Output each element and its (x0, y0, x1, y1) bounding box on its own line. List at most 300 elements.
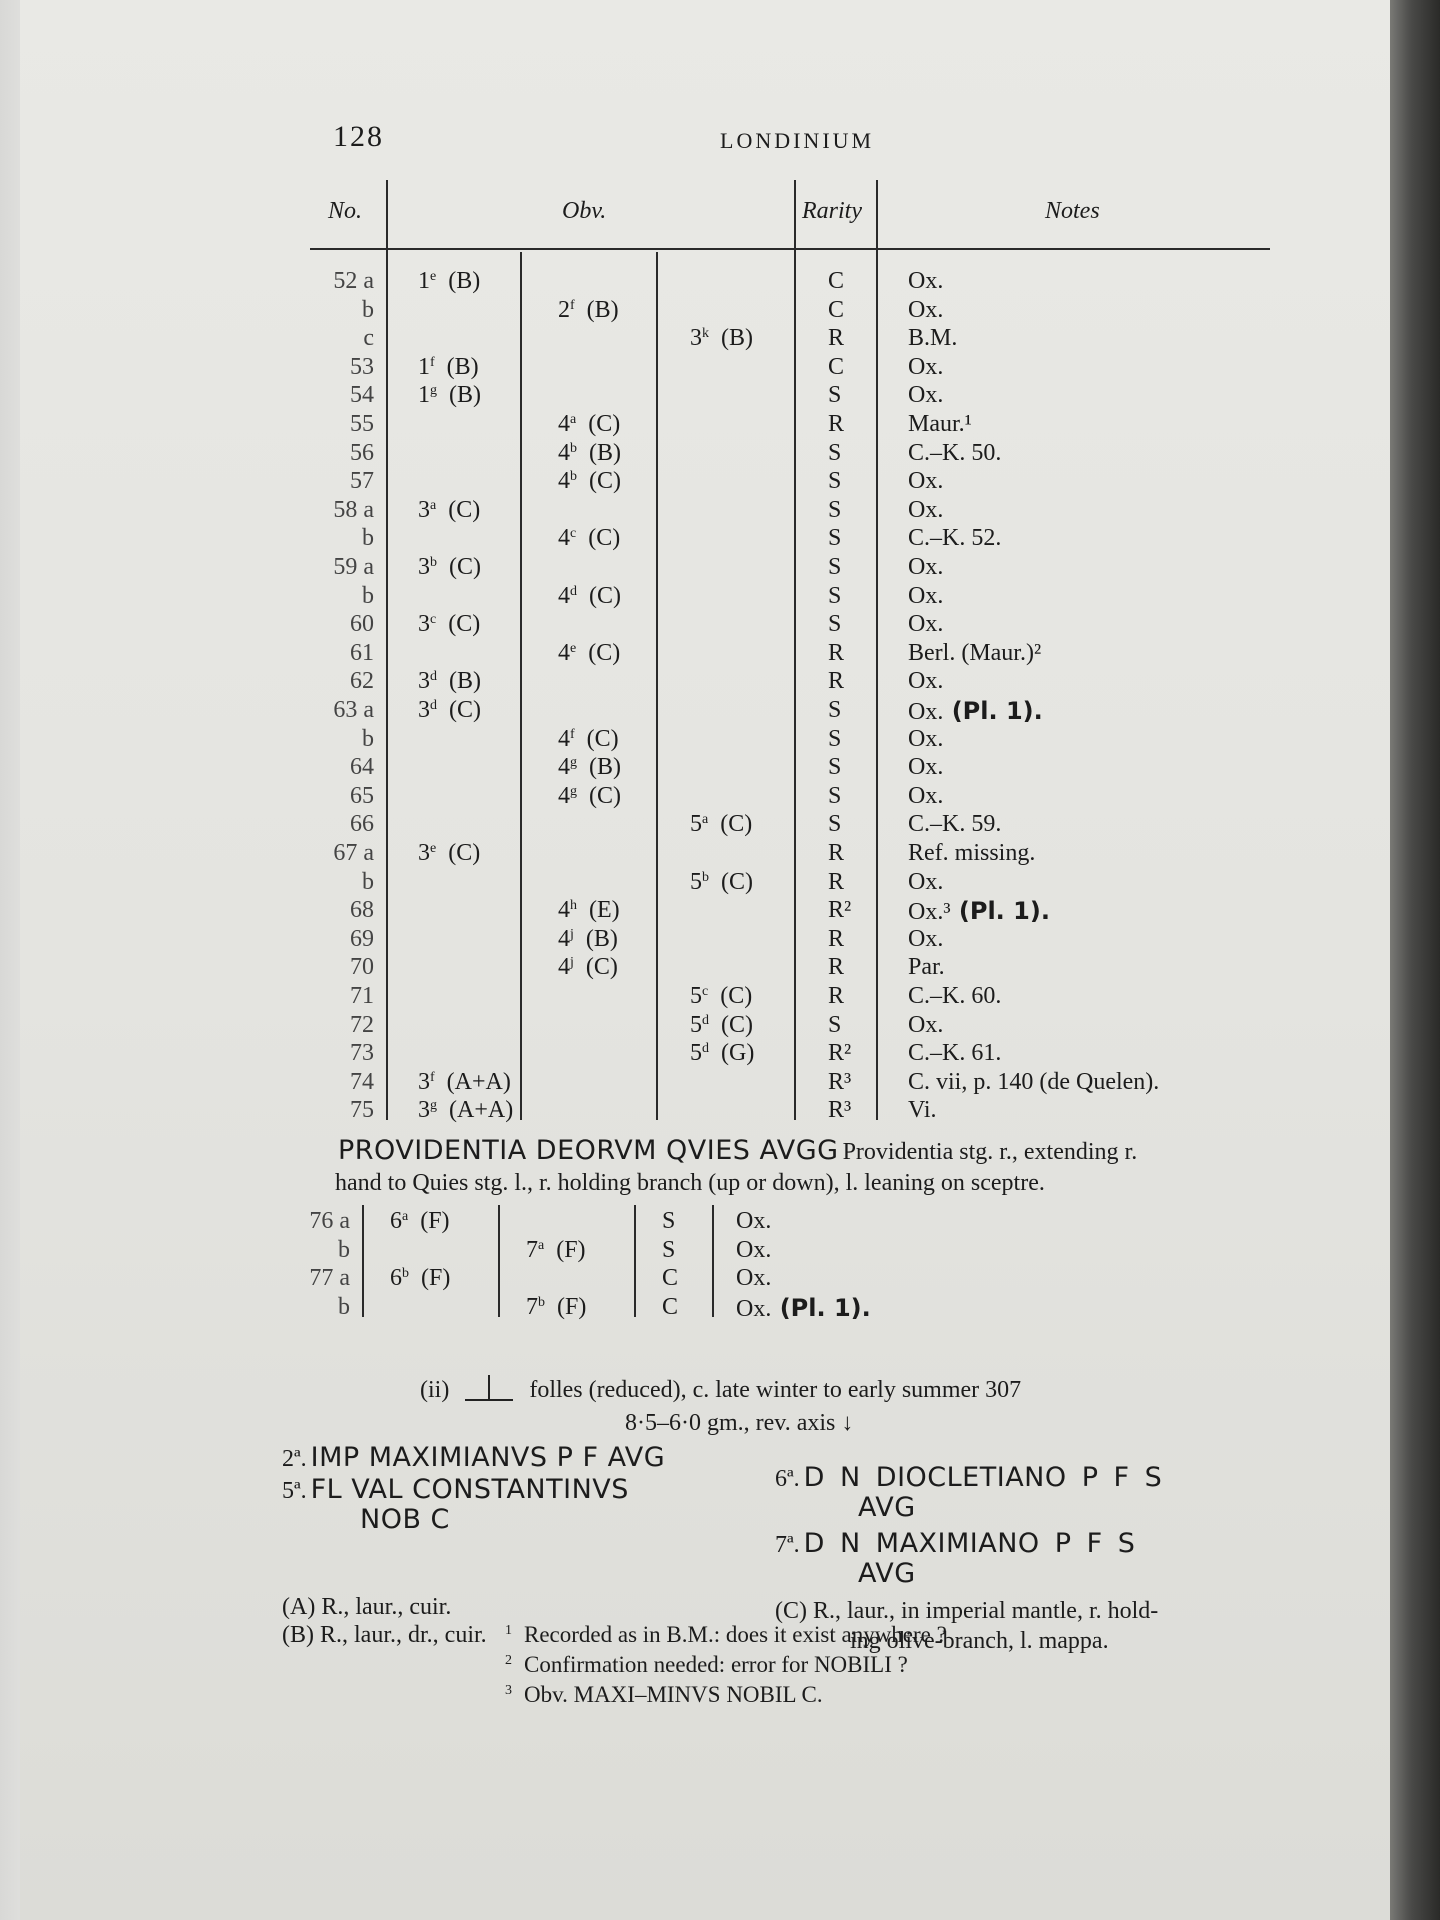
rarity: R (828, 925, 845, 952)
rarity: S (828, 582, 842, 609)
bust-code: (C) (449, 554, 481, 580)
row-number: 66 (350, 811, 374, 838)
legend-key: 5ª. (282, 1478, 307, 1504)
table-row (20, 869, 1320, 897)
type-variant: a (702, 812, 709, 828)
type-variant: k (702, 326, 709, 342)
row-number: 74 (350, 1068, 374, 1095)
table-row (20, 583, 1320, 611)
row-number: 52 a (333, 268, 374, 294)
notes: Ox. (908, 782, 944, 809)
notes: Ox. (908, 468, 944, 495)
bust-text: R., laur., cuir. (321, 1594, 452, 1620)
legend-text: IMP MAXIMIANVS P F AVG (310, 1442, 666, 1473)
obv-col-2 (558, 754, 621, 781)
row-number: 63 a (333, 697, 374, 723)
notes-with-plate (908, 897, 1050, 926)
type-number: 4 (558, 582, 570, 609)
notes: Ox. (736, 1208, 772, 1234)
table-row (20, 897, 1320, 925)
legend-key: 6ª. (775, 1466, 800, 1492)
type-number: 3 (418, 1097, 430, 1124)
rarity: S (828, 754, 842, 781)
type-number: 3 (418, 840, 430, 866)
bust-code: (C) (448, 840, 481, 866)
bust-code: (C) (720, 983, 753, 1009)
table-row (20, 926, 1320, 954)
row-number: 67 a (333, 840, 374, 866)
legend-key: 2ª. (282, 1446, 307, 1472)
type-variant: a (402, 1209, 409, 1224)
table-row (20, 468, 1320, 496)
notes: Ox. (908, 754, 944, 781)
notes: B.M. (908, 325, 958, 352)
type-variant: c (430, 612, 437, 628)
obv-col-2 (558, 525, 620, 552)
section-heading (420, 1375, 1021, 1404)
type-variant: g (570, 755, 577, 771)
type-number: 4 (558, 411, 570, 437)
weight-axis: 8·5–6·0 gm., rev. axis ↓ (625, 1410, 854, 1436)
type-number: 4 (558, 725, 570, 752)
table-row (20, 525, 1320, 553)
row-number: 56 (350, 439, 374, 466)
obv-col-1 (418, 840, 480, 867)
row-number: 58 a (333, 496, 374, 523)
rarity: R (828, 325, 845, 352)
rarity: C (828, 268, 845, 294)
notes: Ox. (908, 382, 944, 409)
legend-7a (775, 1528, 1135, 1559)
type-variant: a (538, 1237, 545, 1253)
notes: Ox. (908, 296, 944, 323)
plate-reference: (Pl. 1). (950, 897, 1050, 926)
obv-col-2 (558, 640, 620, 667)
footnote-text: Recorded as in B.M.: does it exist anywhere ? (524, 1622, 947, 1647)
legend-text: FL VAL CONSTANTINVS (310, 1474, 629, 1505)
table-row (20, 554, 1320, 582)
bust-b (282, 1622, 487, 1649)
table-row (20, 640, 1320, 668)
col-header-obv: Obv. (562, 198, 607, 224)
obv-col-2 (558, 468, 621, 495)
bust-code: (C) (588, 411, 621, 437)
table-row (20, 354, 1320, 382)
row-number: 54 (350, 382, 374, 409)
rarity: R³ (828, 1097, 852, 1124)
rarity: S (662, 1236, 676, 1263)
plate-reference: (Pl. 1). (771, 1293, 871, 1322)
bust-code: (F) (556, 1236, 586, 1263)
rarity: S (828, 782, 842, 809)
row-number: b (362, 582, 374, 609)
obv-col-3 (690, 811, 752, 838)
table-row (20, 411, 1320, 439)
table-row (20, 611, 1320, 639)
table-row (20, 726, 1320, 754)
row-number: b (362, 525, 374, 552)
bust-code: (C) (589, 582, 621, 609)
obv-col-1 (418, 382, 481, 409)
table-row (20, 1208, 1320, 1236)
bust-code: (B) (448, 268, 481, 294)
table-row (20, 382, 1320, 410)
rarity: R (828, 840, 845, 866)
type-number: 4 (558, 925, 570, 952)
type-variant: e (430, 269, 437, 284)
notes-with-plate (908, 697, 1043, 726)
bust-text: R., laur., in imperial mantle, r. hold- (813, 1598, 1159, 1624)
obv-col-2 (558, 897, 620, 924)
row-number: 70 (350, 954, 374, 981)
footnote-mark: 1 (505, 1623, 512, 1638)
obv-col-3 (690, 869, 753, 896)
table-row (20, 1069, 1320, 1097)
notes: C.–K. 59. (908, 811, 1002, 838)
row-number: b (362, 296, 374, 323)
type-number: 3 (418, 554, 430, 580)
row-number: 61 (350, 639, 374, 666)
obv-col-1 (418, 497, 480, 524)
bust-code: (C) (721, 1011, 753, 1038)
obv-col-1 (418, 554, 481, 581)
notes: Ox. (908, 699, 944, 725)
obv-col-1 (418, 354, 479, 381)
type-variant: a (570, 412, 577, 427)
table-row (20, 1294, 1320, 1322)
obv-col-2 (558, 297, 619, 324)
type-number: 3 (418, 496, 430, 523)
row-number: 69 (350, 925, 374, 952)
rarity: C (662, 1265, 679, 1292)
rarity: R (828, 411, 845, 437)
rarity: S (828, 1011, 842, 1038)
legend-5a (282, 1474, 629, 1505)
type-number: 4 (558, 754, 570, 781)
obv-col-2 (558, 440, 621, 467)
table-row (20, 325, 1320, 353)
footnote-text: Confirmation needed: error for NOBILI ? (524, 1652, 908, 1677)
type-variant: b (702, 869, 709, 885)
type-variant: d (702, 1041, 709, 1057)
notes: Ox. (908, 268, 944, 294)
type-variant: d (702, 1012, 709, 1028)
bust-code: (B) (449, 668, 481, 695)
notes: Ox. (908, 1011, 944, 1038)
row-number: 65 (350, 782, 374, 809)
rarity: S (828, 525, 842, 552)
rarity: R (828, 668, 845, 695)
bust-code: (C) (448, 496, 481, 523)
bust-code: (C) (589, 468, 621, 495)
type-variant: j (570, 955, 574, 971)
page-number: 128 (333, 120, 384, 153)
notes: Maur.¹ (908, 411, 972, 437)
row-number: 62 (350, 668, 374, 695)
reverse-description-line2: hand to Quies stg. l., r. holding branch (up or down), l. leaning on sceptre. (335, 1170, 1045, 1196)
type-number: 4 (558, 525, 570, 552)
obv-col-3 (690, 983, 752, 1010)
rarity: C (662, 1293, 679, 1320)
notes: Berl. (Maur.)² (908, 639, 1042, 666)
notes: C.–K. 60. (908, 983, 1002, 1009)
bust-code: (B) (589, 439, 621, 466)
table-row (20, 697, 1320, 725)
type-number: 6 (390, 1208, 402, 1234)
type-variant: b (570, 440, 577, 456)
table-row (20, 783, 1320, 811)
notes: Ox. (908, 868, 944, 895)
type-number: 6 (390, 1265, 402, 1292)
row-number: 76 a (309, 1208, 350, 1234)
row-number: 59 a (333, 554, 374, 580)
notes: Ox. (736, 1236, 772, 1263)
obv-col-2 (558, 411, 620, 438)
obv-col-1 (418, 668, 481, 695)
row-number: 68 (350, 897, 374, 924)
rarity: S (828, 697, 842, 723)
bust-code: (G) (721, 1040, 755, 1067)
type-variant: g (570, 783, 577, 799)
notes: Ox. (908, 582, 944, 609)
type-number: 7 (526, 1293, 538, 1320)
notes: C.–K. 61. (908, 1040, 1002, 1067)
bust-key: (C) (775, 1598, 807, 1624)
reverse-legend: PROVIDENTIA DEORVM QVIES AVGG (338, 1135, 839, 1166)
table-row (20, 440, 1320, 468)
type-number: 4 (558, 639, 570, 666)
row-number: 57 (350, 468, 374, 495)
type-number: 1 (418, 353, 430, 380)
type-number: 5 (690, 983, 702, 1009)
obv-col-3 (690, 325, 753, 352)
type-variant: f (430, 354, 435, 370)
rarity: S (828, 811, 842, 838)
reverse-description (338, 1135, 1137, 1166)
obv-col-2 (558, 583, 621, 610)
obv-col-3 (690, 1040, 754, 1067)
type-number: 3 (418, 668, 430, 695)
row-number: 75 (350, 1097, 374, 1124)
notes: C. vii, p. 140 (de Quelen). (908, 1068, 1160, 1095)
table-row (20, 1097, 1320, 1125)
footnote (505, 1682, 823, 1708)
type-variant: c (570, 526, 577, 542)
type-number: 7 (526, 1236, 538, 1263)
type-variant: d (570, 583, 577, 599)
type-variant: a (430, 497, 437, 513)
type-variant: f (570, 726, 575, 742)
notes: Vi. (908, 1097, 937, 1124)
type-variant: g (430, 1098, 437, 1114)
type-variant: g (430, 383, 437, 399)
type-number: 4 (558, 439, 570, 466)
plate-reference: (Pl. 1). (943, 697, 1043, 725)
rarity: R² (828, 1040, 852, 1067)
notes: Ox. (736, 1265, 772, 1292)
row-number: 73 (350, 1040, 374, 1067)
rarity: S (662, 1208, 676, 1234)
table-row (20, 497, 1320, 525)
bust-key: (B) (282, 1622, 314, 1648)
type-number: 3 (418, 697, 430, 723)
col-header-rarity: Rarity (802, 198, 862, 224)
notes: Ox. (908, 668, 944, 695)
table-row (20, 268, 1320, 296)
rarity: S (828, 439, 842, 466)
notes: Ox. (908, 725, 944, 752)
table-row (20, 983, 1320, 1011)
legend-text: D N DIOCLETIANO P F S (803, 1462, 1163, 1493)
legend-key: 7ª. (775, 1532, 800, 1558)
bust-code: (B) (589, 754, 621, 781)
bust-code: (C) (588, 525, 621, 552)
rarity: R (828, 983, 845, 1009)
row-number: b (338, 1293, 350, 1320)
row-number: 55 (350, 411, 374, 437)
type-variant: b (430, 555, 437, 570)
obv-col-2 (558, 954, 618, 981)
obv-col-2 (558, 726, 619, 753)
table-row (20, 1040, 1320, 1068)
type-number: 1 (418, 268, 430, 294)
bust-code: (C) (585, 954, 618, 981)
type-variant: b (402, 1266, 409, 1282)
rarity: S (828, 554, 842, 580)
type-variant: d (430, 669, 437, 685)
legend-text: D N MAXIMIANO P F S (803, 1528, 1136, 1559)
obv-col-1 (390, 1208, 450, 1235)
type-variant: h (570, 898, 577, 914)
type-variant: e (570, 640, 577, 656)
footnote (505, 1622, 947, 1648)
type-variant: c (702, 984, 709, 999)
legend-6a-line2: AVG (858, 1492, 916, 1523)
table-header-rule (310, 248, 1270, 250)
bust-code: (B) (446, 353, 479, 380)
notes: Ref. missing. (908, 840, 1036, 866)
bust-code: (A+A) (449, 1097, 514, 1124)
obv-col-1 (418, 611, 480, 638)
bust-code: (B) (449, 382, 481, 409)
bust-a (282, 1594, 451, 1621)
obv-col-1 (418, 268, 480, 295)
book-page (20, 0, 1390, 1920)
bust-code: (C) (589, 782, 621, 809)
obv-col-1 (418, 1097, 513, 1124)
type-number: 5 (690, 1040, 702, 1067)
bust-code: (B) (721, 325, 753, 352)
type-number: 2 (558, 296, 570, 323)
rarity: R (828, 639, 845, 666)
obv-col-1 (390, 1265, 450, 1292)
rarity: S (828, 468, 842, 495)
row-number: 60 (350, 611, 374, 638)
notes: Ox. (908, 554, 944, 580)
obv-col-1 (418, 1069, 511, 1096)
row-number: 71 (350, 983, 374, 1009)
bust-text: R., laur., dr., cuir. (320, 1622, 487, 1648)
reverse-description-line1: Providentia stg. r., extending r. (842, 1139, 1138, 1165)
bust-code: (C) (720, 811, 753, 838)
table-row (20, 297, 1320, 325)
rarity: C (828, 296, 845, 323)
obv-col-2 (558, 783, 621, 810)
section-text: folles (reduced), c. late winter to early summer 307 (529, 1377, 1022, 1403)
rarity: R (828, 954, 845, 981)
rarity: R² (828, 897, 852, 924)
type-variant: b (538, 1294, 545, 1310)
table-row (20, 1012, 1320, 1040)
rarity: R³ (828, 1068, 852, 1095)
table-row (20, 954, 1320, 982)
type-number: 4 (558, 954, 570, 981)
footnote-mark: 3 (505, 1683, 512, 1698)
type-variant: f (570, 297, 575, 313)
obv-col-1 (418, 697, 481, 724)
type-variant: e (430, 841, 437, 856)
footnote-text: Obv. MAXI–MINVS NOBIL C. (524, 1682, 823, 1707)
bust-code: (F) (420, 1208, 450, 1234)
type-variant: d (430, 698, 437, 713)
bust-code: (F) (421, 1265, 451, 1292)
type-number: 5 (690, 811, 702, 838)
notes-with-plate (736, 1294, 871, 1323)
rarity: S (828, 725, 842, 752)
notes: Par. (908, 954, 945, 981)
notes: Ox. (908, 496, 944, 523)
table-row (20, 754, 1320, 782)
bust-code: (C) (721, 868, 753, 895)
row-number: 64 (350, 754, 374, 781)
notes: Ox. (908, 925, 944, 952)
type-number: 5 (690, 868, 702, 895)
type-number: 4 (558, 782, 570, 809)
notes: Ox.³ (908, 899, 951, 926)
rarity: S (828, 496, 842, 523)
row-number: b (338, 1236, 350, 1263)
row-number: b (362, 725, 374, 752)
legend-2a (282, 1442, 665, 1473)
bust-c-line2: ing olive-branch, l. mappa. (850, 1628, 1109, 1654)
legend-5a-line2: NOB C (360, 1504, 450, 1535)
table-row (20, 840, 1320, 868)
col-header-notes: Notes (1045, 198, 1100, 224)
mintmark-symbol (465, 1375, 513, 1401)
legend-6a (775, 1462, 1162, 1493)
type-number: 4 (558, 468, 570, 495)
row-number: 72 (350, 1011, 374, 1038)
bust-code: (C) (448, 611, 481, 638)
notes: Ox. (736, 1295, 772, 1322)
table-row (20, 1265, 1320, 1293)
row-number: 77 a (309, 1265, 350, 1292)
row-number: b (362, 868, 374, 895)
notes: Ox. (908, 611, 944, 638)
col-header-no: No. (328, 198, 363, 224)
running-title: LONDINIUM (720, 128, 875, 153)
type-number: 3 (690, 325, 702, 352)
bust-code: (F) (557, 1293, 587, 1320)
section-label: (ii) (420, 1377, 450, 1403)
rarity: C (828, 353, 845, 380)
bust-code: (A+A) (446, 1068, 511, 1095)
obv-col-2 (526, 1237, 586, 1264)
obv-col-2 (558, 926, 618, 953)
type-number: 1 (418, 382, 430, 409)
rarity: S (828, 611, 842, 638)
bust-code: (E) (589, 897, 620, 924)
